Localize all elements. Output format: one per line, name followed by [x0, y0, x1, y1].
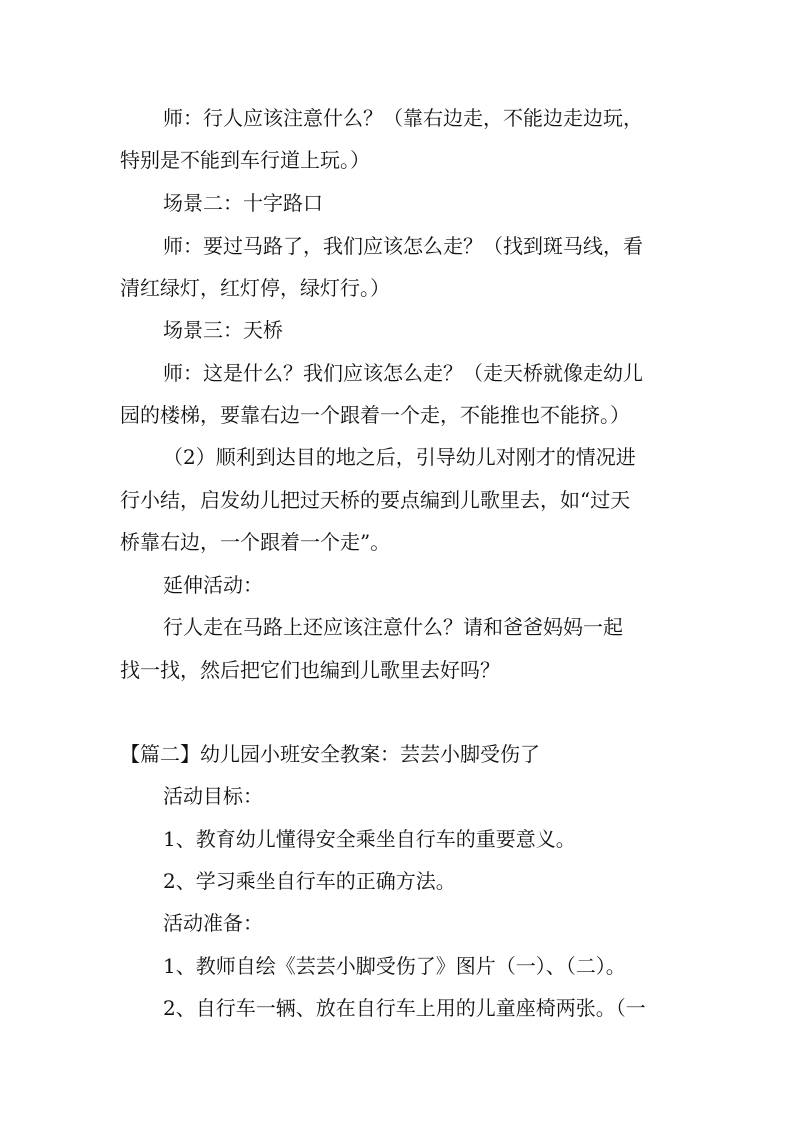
- paragraph-line: 师：这是什么？我们应该怎么走？（走天桥就像走幼儿: [163, 361, 643, 385]
- paragraph-line: 行小结，启发幼儿把过天桥的要点编到儿歌里去，如“过天: [120, 488, 631, 512]
- scene-heading: 场景三：天桥: [163, 318, 283, 342]
- section-heading: 延伸活动：: [163, 573, 263, 597]
- paragraph-line: 师：要过马路了，我们应该怎么走？（找到斑马线，看: [163, 234, 643, 258]
- paragraph-line: 找一找，然后把它们也编到儿歌里去好吗？: [120, 658, 500, 682]
- paragraph-line: 行人走在马路上还应该注意什么？请和爸爸妈妈一起: [163, 615, 623, 639]
- section-heading: 活动目标：: [163, 784, 263, 808]
- paragraph-line: 园的楼梯，要靠右边一个跟着一个走，不能推也不能挤。）: [120, 403, 630, 427]
- scene-heading: 场景二：十字路口: [163, 191, 323, 215]
- section-heading: 活动准备：: [163, 911, 263, 935]
- list-item: 2、学习乘坐自行车的正确方法。: [163, 869, 456, 893]
- list-item: 2、自行车一辆、放在自行车上用的儿童座椅两张。（一: [163, 996, 646, 1020]
- paragraph-line: （2）顺利到达目的地之后，引导幼儿对刚才的情况进: [163, 445, 636, 469]
- paragraph-line: 师：行人应该注意什么？（靠右边走，不能边走边玩，: [163, 106, 643, 130]
- list-item: 1、教育幼儿懂得安全乘坐自行车的重要意义。: [163, 827, 576, 851]
- paragraph-line: 清红绿灯，红灯停，绿灯行。）: [120, 276, 390, 300]
- article-title: 【篇二】幼儿园小班安全教案：芸芸小脚受伤了: [120, 742, 540, 766]
- paragraph-line: 特别是不能到车行道上玩。）: [120, 148, 370, 172]
- paragraph-line: 桥靠右边，一个跟着一个走”。: [120, 530, 391, 554]
- list-item: 1、教师自绘《芸芸小脚受伤了》图片（一）、（二）。: [163, 954, 626, 978]
